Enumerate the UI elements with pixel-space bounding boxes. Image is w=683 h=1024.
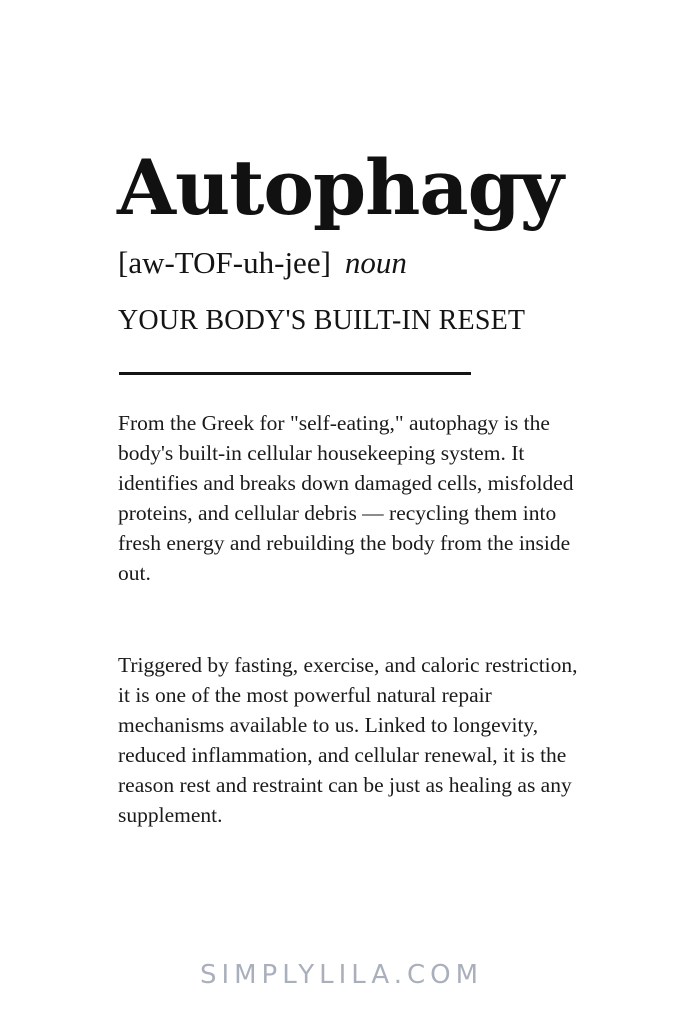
definition-paragraph-1: From the Greek for "self-eating," autophagy is the body's built-in cellular housekeeping system. It identifies and breaks down damaged cells, misfolded proteins, and cellular debris — recycling them into fresh energy and rebuilding the body from the inside out. — [118, 411, 574, 585]
definition-paragraph-2: Triggered by fasting, exercise, and caloric restriction, it is one of the most powerful natural repair mechanisms available to us. Linked to longevity, reduced inflammation, and cellular renewal, it is the reason rest and restraint can be just as healing as any supplement. — [118, 653, 578, 827]
divider-line — [119, 372, 471, 375]
pronunciation: [aw-TOF-uh-jee] — [118, 245, 331, 280]
website-footer: SIMPLYLILA.COM — [199, 960, 484, 990]
pronunciation-row — [118, 244, 407, 282]
tagline: YOUR BODY'S BUILT-IN RESET — [118, 305, 526, 336]
part-of-speech: noun — [344, 245, 407, 280]
headword-title: Autophagy — [117, 143, 563, 232]
